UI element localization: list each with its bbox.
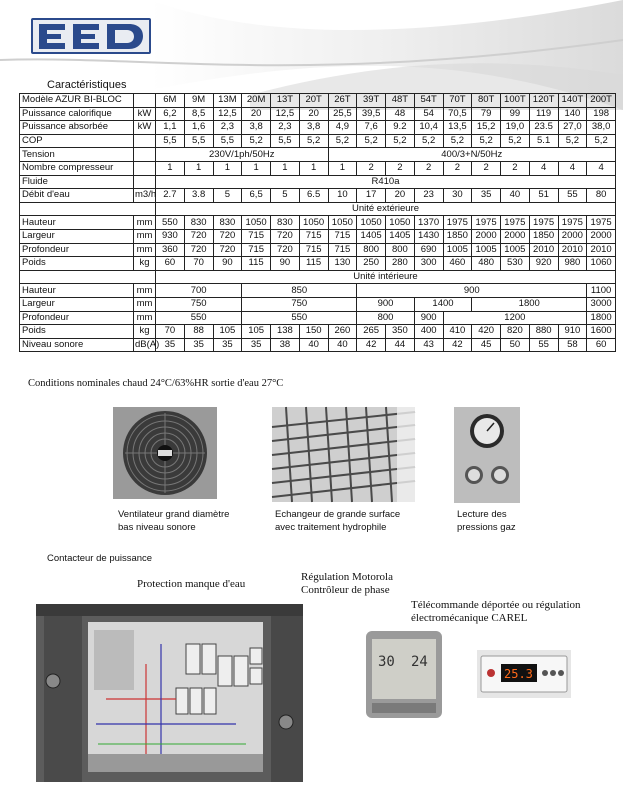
- table-header-cell: 13T: [271, 94, 300, 108]
- table-cell: 54: [414, 107, 443, 121]
- table-cell: 1005: [501, 243, 530, 257]
- row-label: Hauteur: [20, 284, 134, 298]
- table-cell: 2000: [501, 229, 530, 243]
- table-section-heading: Unité intérieure: [156, 270, 616, 284]
- table-cell: 2010: [529, 243, 558, 257]
- table-cell: 20: [242, 107, 271, 121]
- table-cell: 1405: [357, 229, 386, 243]
- table-cell: 1975: [501, 216, 530, 230]
- water-protection-label: Protection manque d'eau: [137, 578, 246, 590]
- table-row: [20, 229, 616, 243]
- table-cell: 2010: [558, 243, 587, 257]
- table-cell: 2000: [587, 229, 616, 243]
- table-cell: 105: [242, 325, 271, 339]
- row-label: Poids: [20, 325, 134, 339]
- table-cell: 830: [184, 216, 213, 230]
- row-label: Hauteur: [20, 216, 134, 230]
- controller-display-value: 25.3: [504, 667, 533, 681]
- table-header-cell: 20M: [242, 94, 271, 108]
- table-cell: 800: [357, 311, 415, 325]
- row-label: Tension: [20, 148, 134, 162]
- thermostat-left-reading: 30: [378, 654, 395, 670]
- table-row: [20, 161, 616, 175]
- table-cell: 35: [213, 338, 242, 352]
- row-unit: mm: [134, 229, 156, 243]
- electrical-panel-photo: [36, 604, 303, 782]
- table-cell: 420: [472, 325, 501, 339]
- carel-controller-photo: [477, 650, 571, 698]
- table-cell: 1050: [299, 216, 328, 230]
- table-cell: 1: [184, 161, 213, 175]
- table-cell: 1050: [242, 216, 271, 230]
- table-row: [20, 270, 616, 284]
- table-cell: 2000: [558, 229, 587, 243]
- table-cell: 70: [156, 325, 185, 339]
- table-cell: 1975: [443, 216, 472, 230]
- table-cell: 750: [156, 297, 242, 311]
- table-row: [20, 189, 616, 203]
- table-cell: 5,2: [328, 134, 357, 148]
- table-cell: 51: [529, 189, 558, 203]
- table-cell: 7,6: [357, 121, 386, 135]
- table-header-cell: 26T: [328, 94, 357, 108]
- row-label: Nombre compresseur: [20, 161, 134, 175]
- row-unit: mm: [134, 243, 156, 257]
- table-cell: 5,2: [414, 134, 443, 148]
- table-cell: 800: [357, 243, 386, 257]
- table-cell: 830: [213, 216, 242, 230]
- table-cell: 350: [386, 325, 415, 339]
- table-cell: 1005: [443, 243, 472, 257]
- thermostat-photo: [366, 631, 442, 718]
- table-cell: 35: [472, 189, 501, 203]
- table-cell: 910: [558, 325, 587, 339]
- table-cell: 150: [299, 325, 328, 339]
- table-cell: 45: [472, 338, 501, 352]
- table-cell: 5,2: [386, 134, 415, 148]
- table-cell: 2: [501, 161, 530, 175]
- table-cell: 1400: [414, 297, 472, 311]
- table-cell: 5,2: [558, 134, 587, 148]
- table-cell: 265: [357, 325, 386, 339]
- table-cell: 1975: [529, 216, 558, 230]
- table-cell: 1: [242, 161, 271, 175]
- table-cell: 27,0: [558, 121, 587, 135]
- table-cell: 480: [472, 257, 501, 271]
- exchanger-photo: [272, 407, 415, 502]
- table-cell: 2: [443, 161, 472, 175]
- table-row: [20, 175, 616, 189]
- table-cell: 2.7: [156, 189, 185, 203]
- table-cell: 80: [587, 189, 616, 203]
- eed-logo: [31, 18, 151, 54]
- table-cell: 1850: [443, 229, 472, 243]
- table-header-cell: 100T: [501, 94, 530, 108]
- row-unit: kW: [134, 121, 156, 135]
- table-cell: 1050: [357, 216, 386, 230]
- table-cell: 1975: [587, 216, 616, 230]
- row-label: Puissance absorbée: [20, 121, 134, 135]
- table-cell: 12,5: [271, 107, 300, 121]
- nominal-conditions-caption: Conditions nominales chaud 24°C/63%HR sortie d'eau 27°C: [28, 378, 284, 389]
- table-cell: 720: [213, 243, 242, 257]
- table-cell: 980: [558, 257, 587, 271]
- table-cell: 43: [414, 338, 443, 352]
- table-cell: 105: [213, 325, 242, 339]
- table-cell: 820: [501, 325, 530, 339]
- table-cell: 12,5: [213, 107, 242, 121]
- table-cell: 400: [414, 325, 443, 339]
- table-row: [20, 284, 616, 298]
- table-cell: 10,4: [414, 121, 443, 135]
- row-unit: [134, 148, 156, 162]
- table-cell: 720: [184, 243, 213, 257]
- table-header-cell: 9M: [184, 94, 213, 108]
- table-cell: 119: [529, 107, 558, 121]
- table-cell: 90: [271, 257, 300, 271]
- table-cell: 1,6: [184, 121, 213, 135]
- table-cell: 1050: [386, 216, 415, 230]
- table-cell: 38,0: [587, 121, 616, 135]
- table-cell: 715: [299, 229, 328, 243]
- table-cell: 17: [357, 189, 386, 203]
- table-cell: 23: [414, 189, 443, 203]
- row-unit: dB(A): [135, 338, 160, 350]
- table-cell: 930: [156, 229, 185, 243]
- table-header-cell: 39T: [357, 94, 386, 108]
- table-cell: 2: [386, 161, 415, 175]
- table-header-cell: 54T: [414, 94, 443, 108]
- table-cell: 1: [328, 161, 357, 175]
- table-cell: 88: [184, 325, 213, 339]
- table-cell: 20: [299, 107, 328, 121]
- table-cell: 1430: [414, 229, 443, 243]
- table-cell: 55: [558, 189, 587, 203]
- row-label: Profondeur: [20, 311, 134, 325]
- table-cell: 715: [242, 229, 271, 243]
- table-cell: 70: [184, 257, 213, 271]
- table-cell: 1975: [472, 216, 501, 230]
- table-cell: 900: [414, 311, 443, 325]
- table-row: [20, 243, 616, 257]
- table-cell: 15,2: [472, 121, 501, 135]
- table-cell: R410a: [156, 175, 616, 189]
- table-cell: 830: [271, 216, 300, 230]
- table-cell: 5,5: [156, 134, 185, 148]
- row-label: Poids: [20, 257, 134, 271]
- table-cell: 140: [558, 107, 587, 121]
- table-cell: 5,5: [213, 134, 242, 148]
- table-cell: 35: [242, 338, 271, 352]
- row-unit: mm: [134, 311, 156, 325]
- table-cell: 720: [271, 243, 300, 257]
- table-cell: 5,2: [472, 134, 501, 148]
- table-cell: 2,3: [213, 121, 242, 135]
- table-cell: 1405: [386, 229, 415, 243]
- pressure-gauges-photo: [454, 407, 520, 503]
- table-row: [20, 297, 616, 311]
- table-cell: 715: [328, 243, 357, 257]
- table-cell: 715: [242, 243, 271, 257]
- table-cell: 50: [501, 338, 530, 352]
- table-cell: 42: [357, 338, 386, 352]
- row-label: COP: [20, 134, 134, 148]
- table-cell: 5,2: [587, 134, 616, 148]
- contactor-label: Contacteur de puissance: [47, 553, 153, 564]
- table-cell: 4: [558, 161, 587, 175]
- table-header-cell: 200T: [587, 94, 616, 108]
- table-cell: 5,2: [443, 134, 472, 148]
- remote-label-line2: électromécanique CAREL: [411, 612, 528, 624]
- table-row: [20, 216, 616, 230]
- table-cell: 1370: [414, 216, 443, 230]
- table-header-cell: 6M: [156, 94, 185, 108]
- table-cell: 900: [357, 297, 415, 311]
- table-cell: 6,5: [242, 189, 271, 203]
- table-cell: 400/3+N/50Hz: [328, 148, 616, 162]
- table-cell: 25,5: [328, 107, 357, 121]
- fan-caption: Ventilateur grand diamètre bas niveau sonore: [118, 509, 230, 533]
- table-cell: 2010: [587, 243, 616, 257]
- table-cell: 5,5: [184, 134, 213, 148]
- table-cell: 5,5: [271, 134, 300, 148]
- table-cell: 230V/1ph/50Hz: [156, 148, 329, 162]
- table-cell: 99: [501, 107, 530, 121]
- table-cell: 715: [328, 229, 357, 243]
- table-cell: 2: [357, 161, 386, 175]
- fan-photo: [113, 407, 217, 499]
- table-cell: 3.8: [184, 189, 213, 203]
- table-cell: 690: [414, 243, 443, 257]
- regulation-label-line1: Régulation Motorola: [301, 571, 393, 583]
- table-row: [20, 202, 616, 216]
- table-cell: 138: [271, 325, 300, 339]
- table-cell: 360: [156, 243, 185, 257]
- table-cell: 1060: [587, 257, 616, 271]
- table-cell: 8,5: [184, 107, 213, 121]
- table-row: [20, 257, 616, 271]
- table-cell: 55: [529, 338, 558, 352]
- table-header-cell: 140T: [558, 94, 587, 108]
- table-cell: 5,2: [299, 134, 328, 148]
- table-cell: 2000: [472, 229, 501, 243]
- table-cell: 19,0: [501, 121, 530, 135]
- row-unit: [134, 134, 156, 148]
- table-cell: 40: [328, 338, 357, 352]
- table-cell: 1100: [587, 284, 616, 298]
- table-cell: 850: [242, 284, 357, 298]
- table-cell: 550: [242, 311, 357, 325]
- table-cell: 42: [443, 338, 472, 352]
- table-cell: 880: [529, 325, 558, 339]
- table-cell: 2,3: [271, 121, 300, 135]
- table-cell: 2: [414, 161, 443, 175]
- table-cell: 90: [213, 257, 242, 271]
- table-cell: 38: [271, 338, 300, 352]
- row-label: Largeur: [20, 229, 134, 243]
- table-cell: 715: [299, 243, 328, 257]
- table-cell: 3,8: [299, 121, 328, 135]
- table-cell: 280: [386, 257, 415, 271]
- table-cell: 5,2: [501, 134, 530, 148]
- table-cell: 530: [501, 257, 530, 271]
- table-cell: 920: [529, 257, 558, 271]
- table-cell: 23.5: [529, 121, 558, 135]
- table-cell: 1: [213, 161, 242, 175]
- table-cell: 1200: [443, 311, 587, 325]
- table-cell: 800: [386, 243, 415, 257]
- table-header-model: Modèle AZUR BI-BLOC: [20, 94, 134, 108]
- table-header-cell: 13M: [213, 94, 242, 108]
- table-cell: 1: [299, 161, 328, 175]
- row-unit: kW: [134, 107, 156, 121]
- section-title: Caractéristiques: [47, 79, 127, 91]
- table-cell: 1,1: [156, 121, 185, 135]
- row-label: Niveau sonore: [20, 338, 134, 352]
- table-cell: 720: [213, 229, 242, 243]
- table-cell: [20, 202, 156, 216]
- row-unit: kg: [134, 257, 156, 271]
- row-unit: kg: [134, 325, 156, 339]
- table-cell: 700: [156, 284, 242, 298]
- table-cell: 720: [271, 229, 300, 243]
- table-cell: 30: [443, 189, 472, 203]
- table-cell: 198: [587, 107, 616, 121]
- table-row: [20, 311, 616, 325]
- table-cell: 1005: [472, 243, 501, 257]
- table-cell: 1850: [529, 229, 558, 243]
- table-cell: 5,2: [357, 134, 386, 148]
- table-section-heading: Unité extérieure: [156, 202, 616, 216]
- table-cell: 550: [156, 311, 242, 325]
- table-cell: 1600: [587, 325, 616, 339]
- thermostat-right-reading: 24: [411, 654, 428, 670]
- table-cell: 460: [443, 257, 472, 271]
- table-cell: 2: [472, 161, 501, 175]
- table-cell: 5: [213, 189, 242, 203]
- table-cell: 3000: [587, 297, 616, 311]
- table-header-cell: 20T: [299, 94, 328, 108]
- row-label: Profondeur: [20, 243, 134, 257]
- table-cell: 39,5: [357, 107, 386, 121]
- row-label: Largeur: [20, 297, 134, 311]
- table-cell: 40: [501, 189, 530, 203]
- table-cell: 3,8: [242, 121, 271, 135]
- table-cell: 44: [386, 338, 415, 352]
- table-cell: 750: [242, 297, 357, 311]
- row-label: Puissance calorifique: [20, 107, 134, 121]
- table-cell: 115: [242, 257, 271, 271]
- table-cell: 260: [328, 325, 357, 339]
- table-row: [20, 121, 616, 135]
- table-cell: 60: [156, 257, 185, 271]
- table-cell: 1975: [558, 216, 587, 230]
- table-cell: [20, 270, 156, 284]
- exchanger-caption: Echangeur de grande surface avec traitement hydrophile: [275, 509, 401, 533]
- table-header-cell: 120T: [529, 94, 558, 108]
- table-cell: 4: [529, 161, 558, 175]
- table-row: [20, 148, 616, 162]
- table-cell: 79: [472, 107, 501, 121]
- table-cell: 550: [156, 216, 185, 230]
- table-cell: 5.1: [529, 134, 558, 148]
- table-cell: 4: [587, 161, 616, 175]
- table-row: [20, 134, 616, 148]
- table-cell: 5,2: [242, 134, 271, 148]
- table-cell: 40: [299, 338, 328, 352]
- table-cell: 20: [386, 189, 415, 203]
- gauges-caption: Lecture des pressions gaz: [457, 509, 516, 533]
- table-cell: 300: [414, 257, 443, 271]
- row-unit: [134, 175, 156, 189]
- row-label: Fluide: [20, 175, 134, 189]
- table-cell: 6,2: [156, 107, 185, 121]
- table-cell: 9.2: [386, 121, 415, 135]
- table-header-cell: 80T: [472, 94, 501, 108]
- table-cell: 35: [184, 338, 213, 352]
- table-cell: 720: [184, 229, 213, 243]
- table-cell: 900: [357, 284, 587, 298]
- table-row: [20, 325, 616, 339]
- regulation-label-line2: Contrôleur de phase: [301, 584, 390, 596]
- table-cell: 48: [386, 107, 415, 121]
- table-cell: 58: [558, 338, 587, 352]
- table-cell: 130: [328, 257, 357, 271]
- table-row: [20, 338, 616, 352]
- remote-label-line1: Télécommande déportée ou régulation: [411, 599, 581, 611]
- table-cell: 6.5: [299, 189, 328, 203]
- table-header-cell: 48T: [386, 94, 415, 108]
- table-cell: 1800: [472, 297, 587, 311]
- table-cell: 10: [328, 189, 357, 203]
- row-label: Débit d'eau: [20, 189, 134, 203]
- table-cell: 13,5: [443, 121, 472, 135]
- row-unit: [134, 161, 156, 175]
- table-row: [20, 107, 616, 121]
- row-unit: mm: [134, 216, 156, 230]
- table-header-cell: [134, 94, 156, 108]
- row-unit: m3/h: [135, 189, 157, 201]
- row-unit: mm: [134, 284, 156, 298]
- table-cell: 1800: [587, 311, 616, 325]
- table-header-row: [20, 94, 616, 108]
- table-cell: 5: [271, 189, 300, 203]
- table-cell: 1050: [328, 216, 357, 230]
- table-header-cell: 70T: [443, 94, 472, 108]
- table-cell: 115: [299, 257, 328, 271]
- table-cell: 250: [357, 257, 386, 271]
- table-cell: 410: [443, 325, 472, 339]
- spec-table: [19, 93, 616, 352]
- row-unit: mm: [134, 297, 156, 311]
- table-cell: 1: [271, 161, 300, 175]
- table-cell: 4,9: [328, 121, 357, 135]
- table-cell: 35: [156, 338, 185, 352]
- table-cell: 1: [156, 161, 185, 175]
- table-cell: 70,5: [443, 107, 472, 121]
- table-cell: 60: [587, 338, 616, 352]
